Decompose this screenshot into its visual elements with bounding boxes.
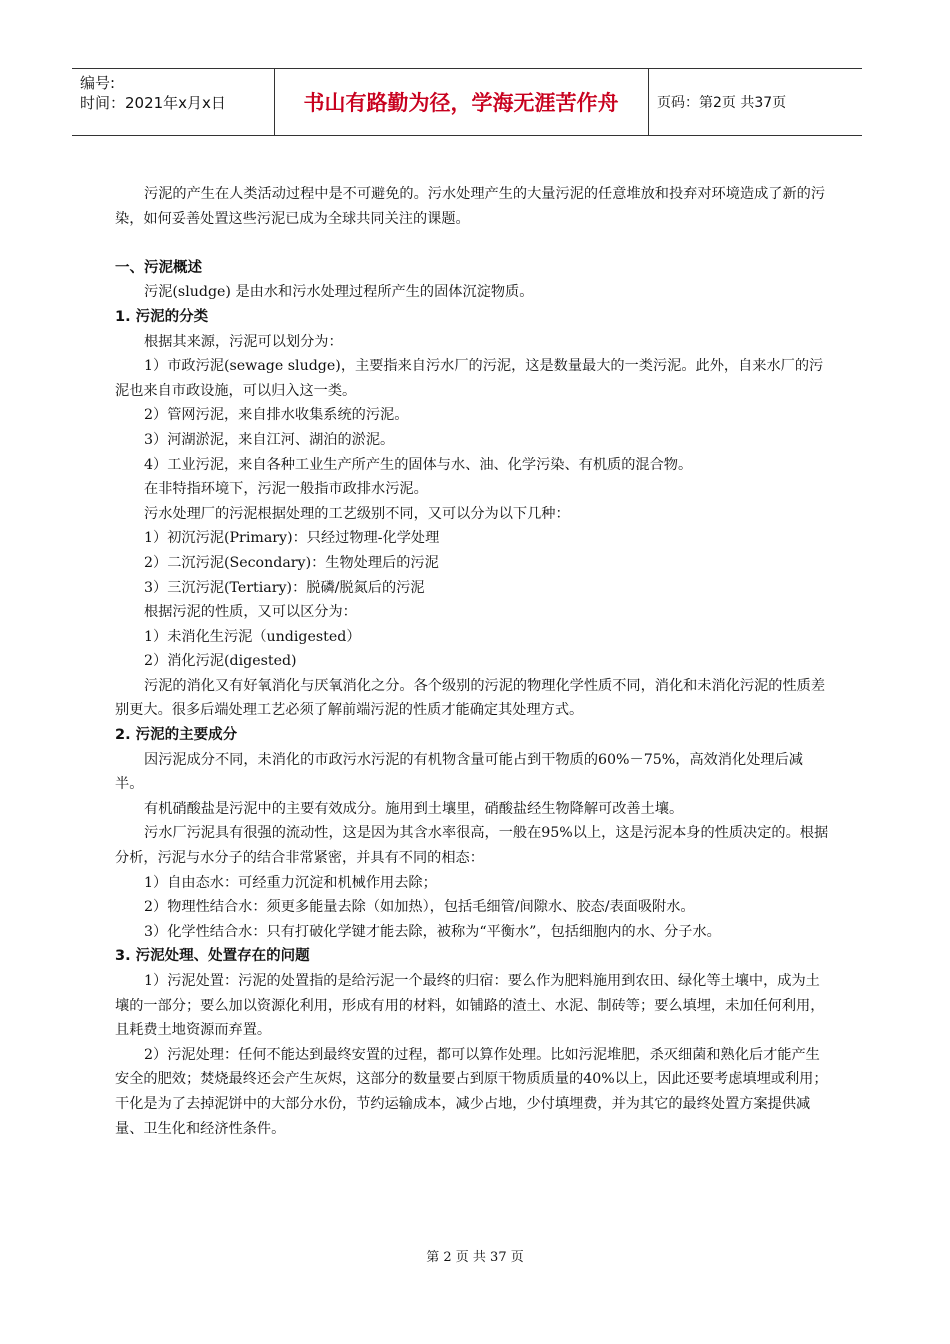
body-paragraph: 1）自由态水：可经重力沉淀和机械作用去除； bbox=[144, 874, 437, 891]
body-paragraph: 2）物理性结合水：须更多能量去除（如加热），包括毛细管/间隙水、胶态/表面吸附水。 bbox=[144, 899, 695, 916]
body-paragraph: 3）三沉污泥(Tertiary)：脱磷/脱氮后的污泥 bbox=[144, 579, 425, 596]
paragraph-spacer bbox=[115, 231, 830, 256]
body-paragraph: 在非特指环境下，污泥一般指市政排水污泥。 bbox=[144, 481, 428, 498]
body-paragraph: 4）工业污泥，来自各种工业生产所产生的固体与水、油、化学污染、有机质的混合物。 bbox=[144, 456, 693, 473]
body-paragraph: 2）污泥处理：任何不能达到最终安置的过程，都可以算作处理。比如污泥堆肥，杀灭细菌和熟化后才能产生安全的肥效；焚烧最终还会产生灰烬，这部分的数量要占到原干物质质量的40%以上，因此还要考虑填埋或利用；干化是为了去掉泥饼中的大部分水份，节约运输成本，减少占地，少付填埋费，并为其它的最终处置方案提供减量、卫生化和经济性条件。 bbox=[115, 1046, 828, 1137]
section-heading: 一、污泥概述 bbox=[115, 259, 202, 276]
header-page-info: 页码：第2页 共37页 bbox=[657, 95, 787, 111]
body-paragraph: 根据污泥的性质，又可以区分为： bbox=[144, 604, 357, 621]
body-paragraph: 1）市政污泥(sewage sludge)，主要指来自污水厂的污泥，这是数量最大的一类污泥。此外，自来水厂的污泥也来自市政设施，可以归入这一类。 bbox=[115, 358, 824, 399]
header-meta-cell bbox=[72, 69, 275, 135]
body-paragraph: 因污泥成分不同，未消化的市政污水污泥的有机物含量可能占到干物质的60%－75%，高效消化处理后减半。 bbox=[115, 751, 803, 793]
page-footer: 第 2 页 共 37 页 bbox=[426, 1250, 524, 1265]
body-paragraph: 2）二沉污泥(Secondary)：生物处理后的污泥 bbox=[144, 554, 439, 571]
body-paragraph: 2）消化污泥(digested) bbox=[144, 653, 297, 670]
header-motto: 书山有路勤为径，学海无涯苦作舟 bbox=[274, 69, 649, 135]
body-paragraph: 1）未消化生污泥（undigested） bbox=[144, 628, 361, 645]
body-paragraph: 污水处理厂的污泥根据处理的工艺级别不同，又可以分为以下几种： bbox=[144, 505, 570, 522]
body-paragraph: 污泥(sludge) 是由水和污水处理过程所产生的固体沉淀物质。 bbox=[144, 284, 534, 301]
section-heading: 2. 污泥的主要成分 bbox=[115, 727, 238, 744]
body-paragraph: 污泥的消化又有好氧消化与厌氧消化之分。各个级别的污泥的物理化学性质不同，消化和未消化污泥的性质差别更大。很多后端处理工艺必须了解前端污泥的性质才能确定其处理方式。 bbox=[115, 677, 826, 719]
header-table bbox=[72, 68, 862, 136]
section-heading: 1. 污泥的分类 bbox=[115, 308, 209, 325]
body-paragraph: 根据其来源，污泥可以划分为： bbox=[144, 333, 343, 350]
body-paragraph: 3）化学性结合水：只有打破化学键才能去除，被称为“平衡水”，包括细胞内的水、分子水。 bbox=[144, 923, 721, 940]
section-heading: 3. 污泥处理、处置存在的问题 bbox=[115, 948, 310, 965]
body-paragraph: 污水厂污泥具有很强的流动性，这是因为其含水率很高，一般在95%以上，这是污泥本身的性质决定的。根据分析，污泥与水分子的结合非常紧密，并具有不同的相态： bbox=[115, 825, 829, 867]
document-time-label: 时间：2021年x月x日 bbox=[80, 94, 226, 112]
document-number-label: 编号: bbox=[80, 74, 116, 92]
body-paragraph: 污泥的产生在人类活动过程中是不可避免的。污水处理产生的大量污泥的任意堆放和投弃对环境造成了新的污染，如何妥善处置这些污泥已成为全球共同关注的课题。 bbox=[115, 186, 826, 227]
body-paragraph: 3）河湖淤泥，来自江河、湖泊的淤泥。 bbox=[144, 431, 395, 448]
body-paragraph: 有机硝酸盐是污泥中的主要有效成分。施用到土壤里，硝酸盐经生物降解可改善土壤。 bbox=[144, 800, 684, 817]
document-body bbox=[115, 182, 830, 1141]
body-paragraph: 1）初沉污泥(Primary)：只经过物理-化学处理 bbox=[144, 530, 440, 547]
body-paragraph: 2）管网污泥，来自排水收集系统的污泥。 bbox=[144, 407, 409, 424]
body-paragraph: 1）污泥处置：污泥的处置指的是给污泥一个最终的归宿：要么作为肥料施用到农田、绿化等土壤中，成为土壤的一部分；要么加以资源化利用，形成有用的材料，如铺路的渣土、水泥、制砖等；要么填埋，未加任何利用，且耗费土地资源而弃置。 bbox=[115, 973, 825, 1039]
